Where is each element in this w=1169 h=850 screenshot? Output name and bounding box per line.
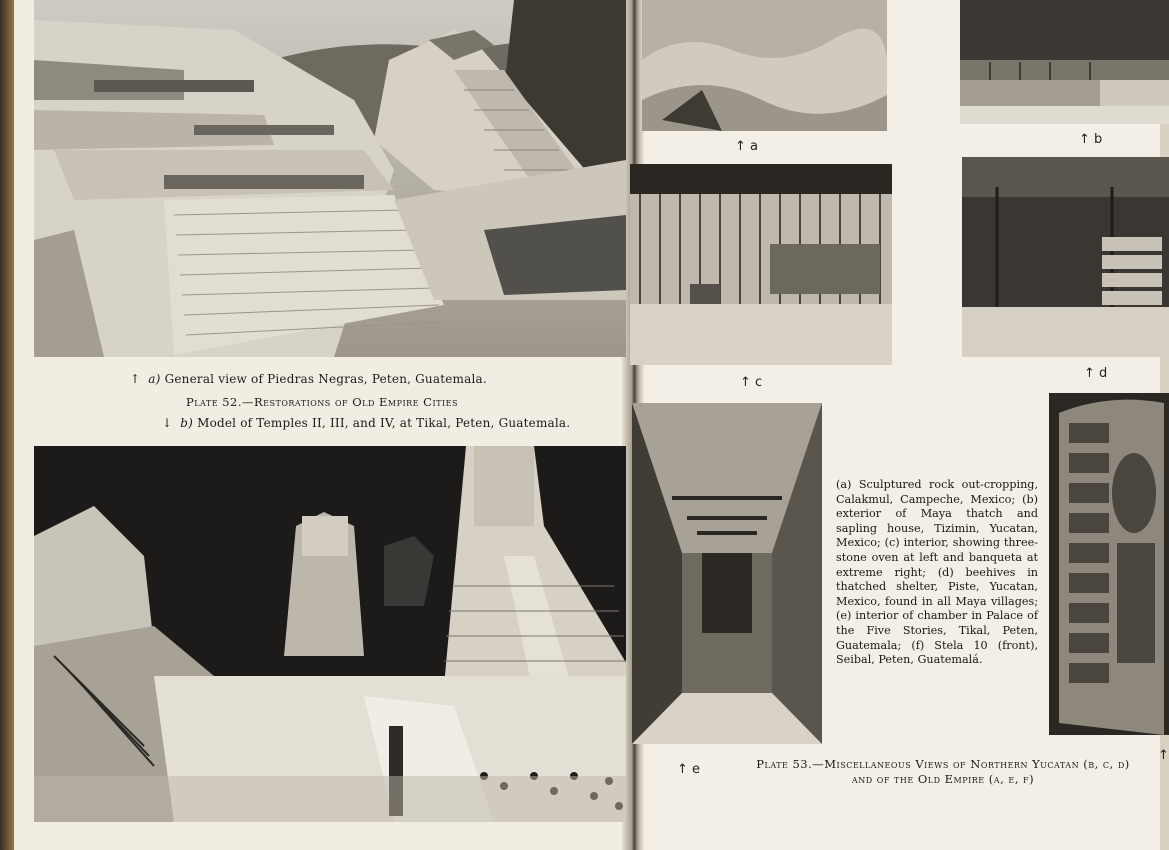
photo-c-house-interior <box>630 164 892 365</box>
plate53-description: (a) Sculptured rock out-cropping, Calakmul, Campeche, Mexico; (b) exterior of Maya thatch and sapling house, Tizimin, Yucatan, Mexico; (c) interior, showing three-stone oven at left and banqueta at extreme right; (d) beehives in thatched shelter, Piste, Yucatan, Mexico, found in all Maya villages; (e) interior of chamber in Palace of the Five Stories, Tikal, Peten, Guatemala; (f) Stela 10 (front), Seibal, Peten, Guatemalá. <box>836 478 1038 667</box>
photo-d-beehives-shelter <box>962 157 1169 357</box>
plate53-title-line2: and of the Old Empire (a, e, f) <box>851 772 1035 786</box>
label-c: ↑ c <box>740 375 763 390</box>
caption-a-text: General view of Piedras Negras, Peten, Guatemala. <box>164 372 487 386</box>
photo-f-stela-10 <box>1049 393 1169 735</box>
label-a: ↑ a <box>735 139 758 154</box>
plate53-title <box>748 757 1138 787</box>
up-arrow-icon: ↑ <box>130 372 141 386</box>
plate52-title-text: Plate 52.—Restorations of Old Empire Cities <box>186 395 458 409</box>
photo-a-sculptured-rock <box>642 0 887 131</box>
photo-tikal-temples-model <box>34 446 626 822</box>
caption-a-letter: a) <box>148 372 161 386</box>
caption-b-text: Model of Temples II, III, and IV, at Tikal, Peten, Guatemala. <box>197 416 571 430</box>
label-b: ↑ b <box>1079 132 1103 147</box>
photo-b-maya-house-exterior <box>960 0 1169 124</box>
plate53-title-line1: Plate 53.—Miscellaneous Views of Northern Yucatan (b, c, d) <box>756 757 1130 771</box>
plate52-title <box>186 394 606 410</box>
label-e: ↑ e <box>677 762 701 777</box>
caption-b-letter: b) <box>180 416 194 430</box>
photo-piedras-negras <box>34 0 626 357</box>
down-arrow-icon: ↓ <box>162 416 173 430</box>
label-d: ↑ d <box>1084 366 1108 381</box>
photo-e-palace-chamber <box>632 403 822 744</box>
plate52-caption-a <box>130 371 590 387</box>
label-f: ↑ <box>1158 748 1169 763</box>
plate52-caption-b <box>162 415 602 431</box>
